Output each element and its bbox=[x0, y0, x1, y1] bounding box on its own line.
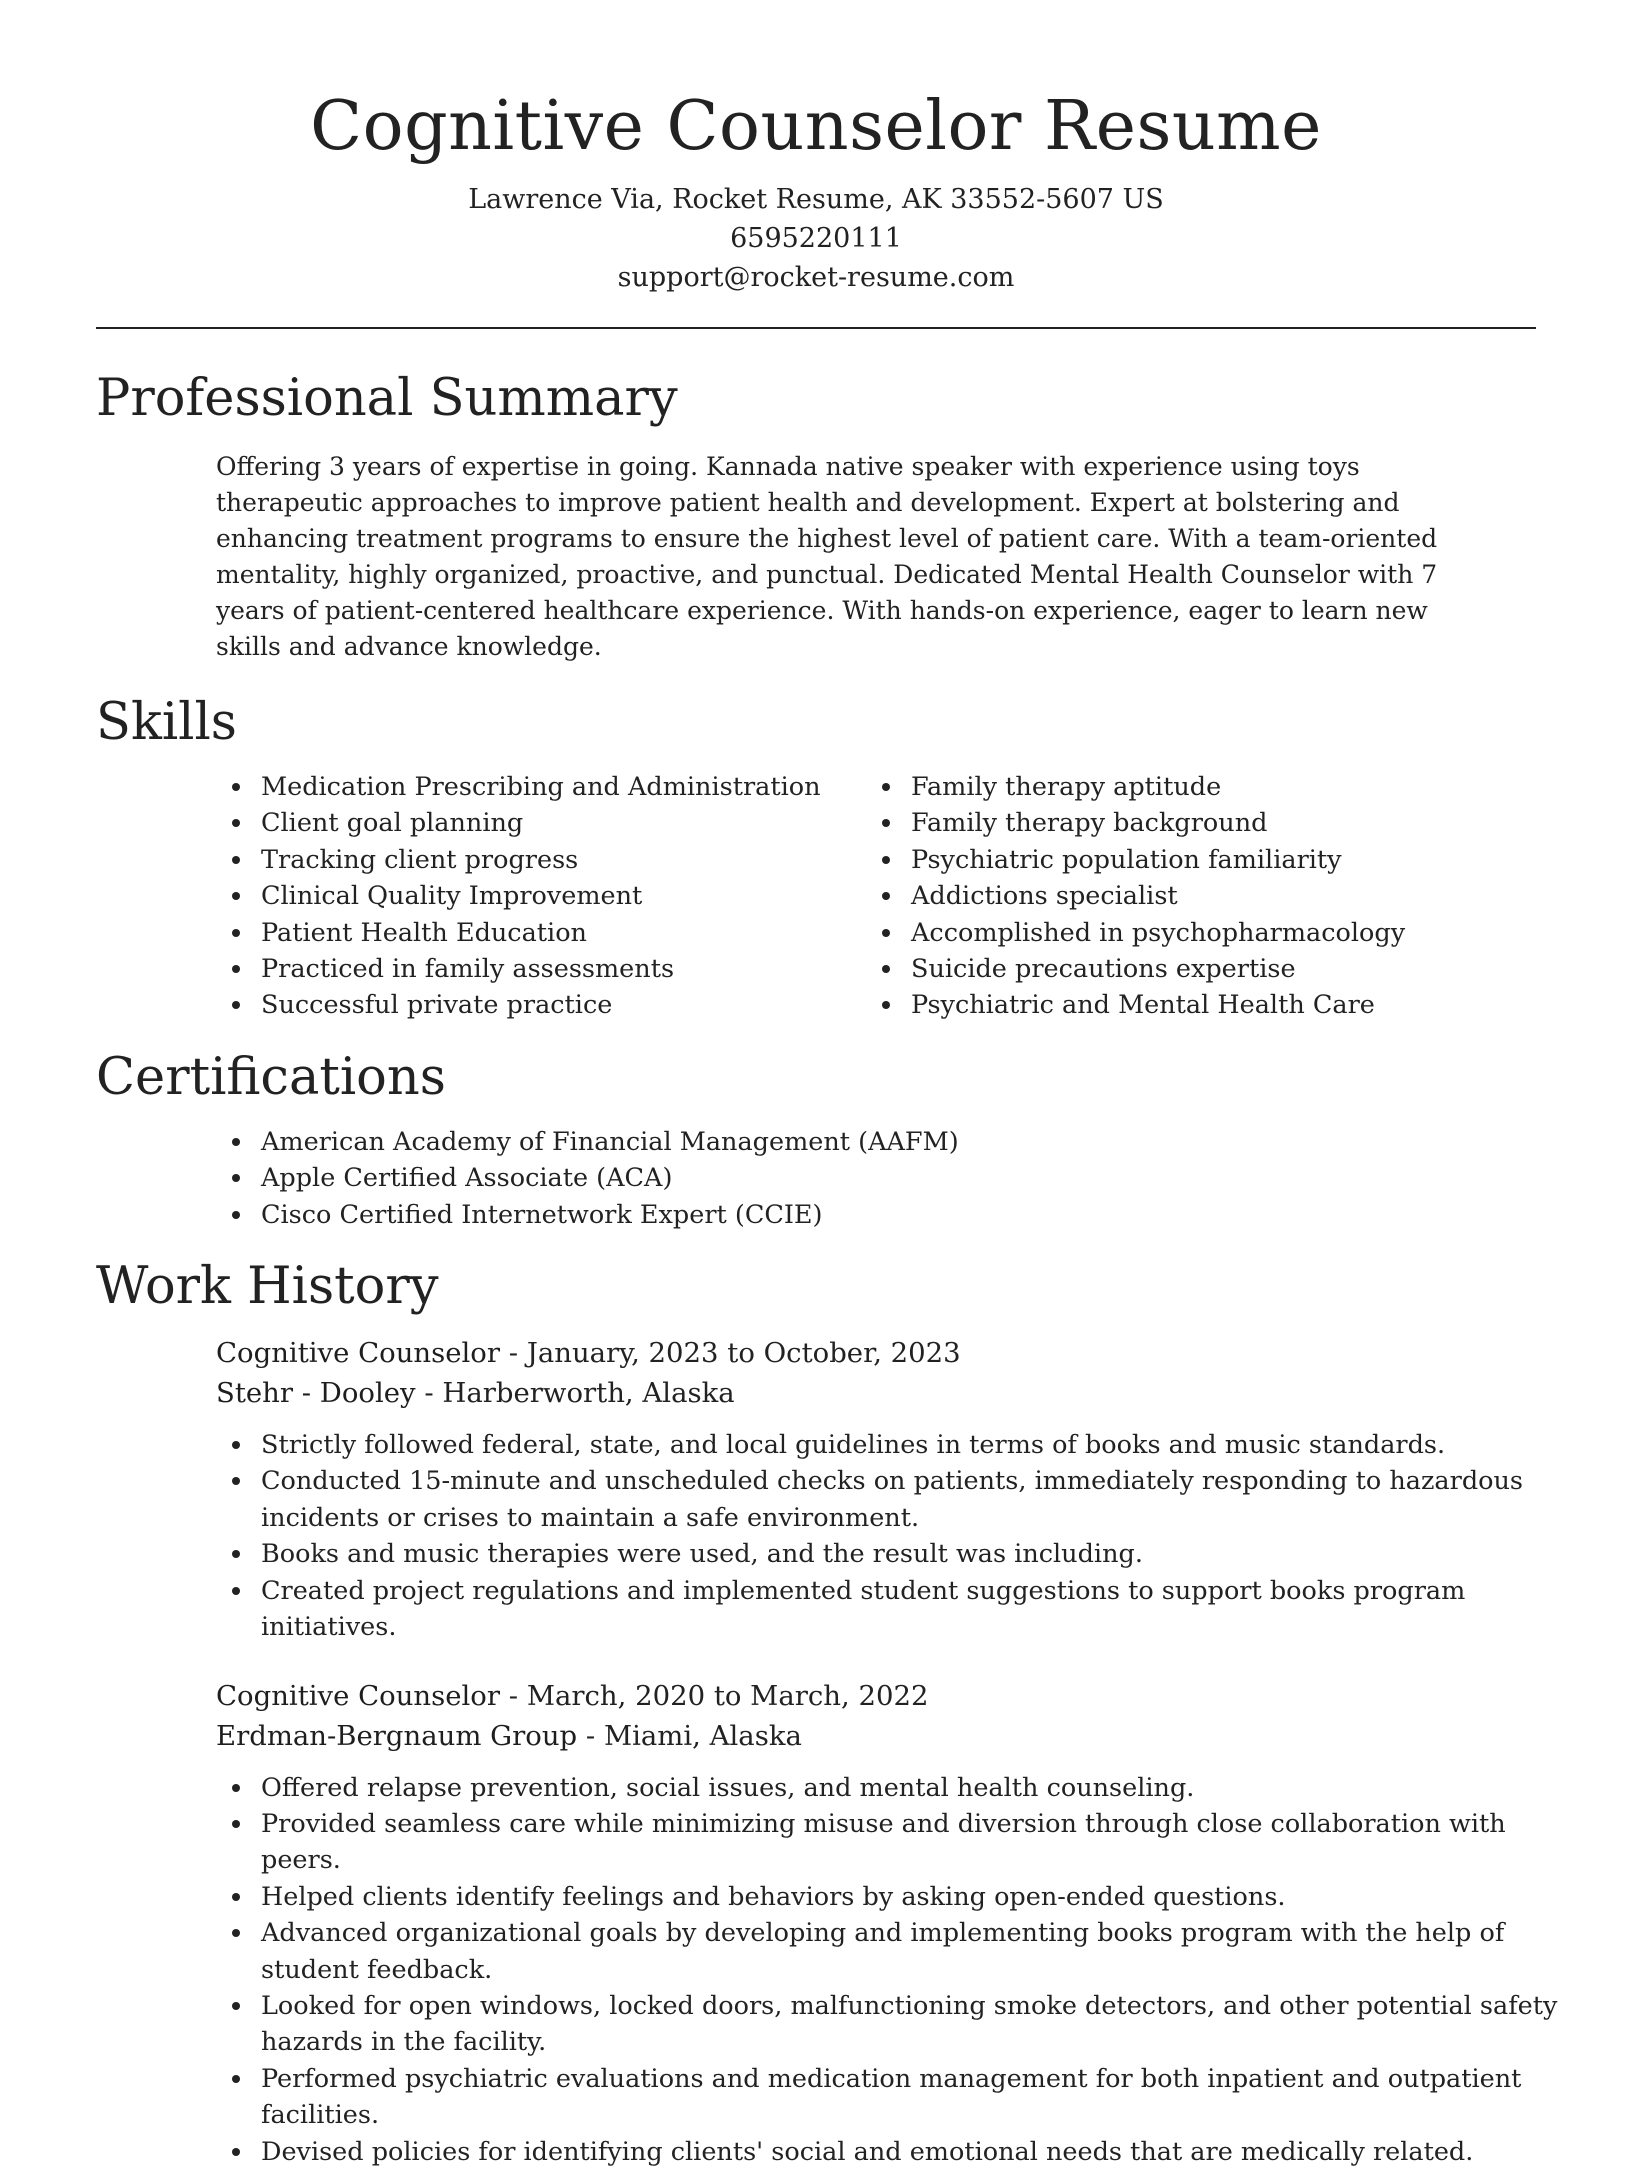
job-bullet: Devised policies for identifying clients' social and emotional needs that are medically related. bbox=[261, 2134, 1581, 2170]
job-bullet: Looked for open windows, locked doors, malfunctioning smoke detectors, and other potential safety hazards in the facility. bbox=[261, 1988, 1581, 2061]
job-bullet: Advanced organizational goals by developing and implementing books program with the help of student feedback. bbox=[261, 1915, 1581, 1988]
job-bullets bbox=[216, 1427, 1581, 1645]
skill-item: Family therapy aptitude bbox=[911, 769, 1516, 805]
skill-item: Tracking client progress bbox=[261, 842, 866, 878]
job-location: Miami, Alaska bbox=[603, 1719, 802, 1752]
skill-item: Medication Prescribing and Administration bbox=[261, 769, 866, 805]
header-divider bbox=[96, 327, 1536, 329]
skill-item: Clinical Quality Improvement bbox=[261, 878, 866, 914]
job-bullet: Books and music therapies were used, and the result was including. bbox=[261, 1536, 1581, 1572]
job-bullet: Provided seamless care while minimizing misuse and diversion through close collaboration with peers. bbox=[261, 1806, 1581, 1879]
skills-heading: Skills bbox=[96, 693, 237, 752]
skill-item: Addictions specialist bbox=[911, 878, 1516, 914]
resume-header bbox=[96, 0, 1536, 297]
job-bullet: Offered relapse prevention, social issues, and mental health counseling. bbox=[261, 1770, 1581, 1806]
skill-item: Client goal planning bbox=[261, 805, 866, 841]
job-bullet: Conducted 15-minute and unscheduled checks on patients, immediately responding to hazardous incidents or crises to maintain a safe environment. bbox=[261, 1463, 1581, 1536]
job-dates: March, 2020 to March, 2022 bbox=[526, 1679, 929, 1712]
job-role: Cognitive Counselor bbox=[216, 1337, 501, 1370]
skills-list-left bbox=[216, 769, 866, 1024]
job-company-line bbox=[216, 1716, 1536, 1756]
job-bullet: Strictly followed federal, state, and local guidelines in terms of books and music standards. bbox=[261, 1427, 1581, 1463]
job-company-line bbox=[216, 1373, 1536, 1413]
contact-address: Lawrence Via, Rocket Resume, AK 33552-5607 US bbox=[468, 184, 1164, 215]
certification-item: Cisco Certified Internetwork Expert (CCIE) bbox=[261, 1197, 1536, 1233]
job-title-line bbox=[216, 1333, 1536, 1373]
skill-item: Family therapy background bbox=[911, 805, 1516, 841]
job-entry bbox=[216, 1676, 1558, 2170]
separator: - bbox=[585, 1719, 604, 1752]
job-entry bbox=[216, 1333, 1536, 1645]
certifications-block bbox=[216, 1124, 1536, 1233]
job-company: Stehr - Dooley bbox=[216, 1377, 416, 1410]
skills-column-right bbox=[866, 769, 1516, 1024]
certification-item: American Academy of Financial Management (AAFM) bbox=[261, 1124, 1536, 1160]
resume-title: Cognitive Counselor Resume bbox=[310, 87, 1322, 166]
job-dates: January, 2023 to October, 2023 bbox=[526, 1337, 961, 1370]
summary-heading: Professional Summary bbox=[96, 369, 678, 428]
separator: - bbox=[508, 1337, 527, 1370]
resume-page bbox=[96, 0, 1558, 2170]
skill-item: Accomplished in psychopharmacology bbox=[911, 915, 1516, 951]
separator: - bbox=[508, 1679, 527, 1712]
skill-item: Psychiatric and Mental Health Care bbox=[911, 987, 1516, 1023]
skill-item: Psychiatric population familiarity bbox=[911, 842, 1516, 878]
job-location: Harberworth, Alaska bbox=[442, 1377, 735, 1410]
separator: - bbox=[424, 1377, 443, 1410]
job-company: Erdman-Bergnaum Group bbox=[216, 1719, 578, 1752]
contact-phone: 6595220111 bbox=[730, 223, 902, 254]
skill-item: Successful private practice bbox=[261, 987, 866, 1023]
work-history-heading: Work History bbox=[96, 1257, 439, 1317]
certifications-list bbox=[216, 1124, 1536, 1233]
job-role: Cognitive Counselor bbox=[216, 1679, 501, 1712]
skill-item: Patient Health Education bbox=[261, 915, 866, 951]
skills-grid bbox=[216, 769, 1536, 1024]
job-bullet: Performed psychiatric evaluations and medication management for both inpatient and outpatient facilities. bbox=[261, 2061, 1581, 2134]
job-bullet: Helped clients identify feelings and behaviors by asking open-ended questions. bbox=[261, 1879, 1581, 1915]
certifications-heading: Certifications bbox=[96, 1047, 446, 1107]
skill-item: Suicide precautions expertise bbox=[911, 951, 1516, 987]
contact-block bbox=[96, 180, 1536, 297]
job-bullet: Created project regulations and implemented student suggestions to support books program initiatives. bbox=[261, 1573, 1581, 1646]
skills-list-right bbox=[866, 769, 1516, 1024]
skills-column-left bbox=[216, 769, 866, 1024]
contact-email: support@rocket-resume.com bbox=[617, 262, 1015, 293]
skill-item: Practiced in family assessments bbox=[261, 951, 866, 987]
job-bullets bbox=[216, 1770, 1581, 2170]
summary-text: Offering 3 years of expertise in going. Kannada native speaker with experience using toys therapeutic approaches to improve patient health and development. Expert at bolstering and enhancing treatment programs to ensure the highest level of patient care. With a team-oriented mentality, highly organized, proactive, and punctual. Dedicated Mental Health Counselor with 7 years of patient-centered healthcare experience. With hands-on experience, eager to learn new skills and advance knowledge. bbox=[216, 452, 1438, 661]
certification-item: Apple Certified Associate (ACA) bbox=[261, 1160, 1536, 1196]
job-title-line bbox=[216, 1676, 1536, 1716]
